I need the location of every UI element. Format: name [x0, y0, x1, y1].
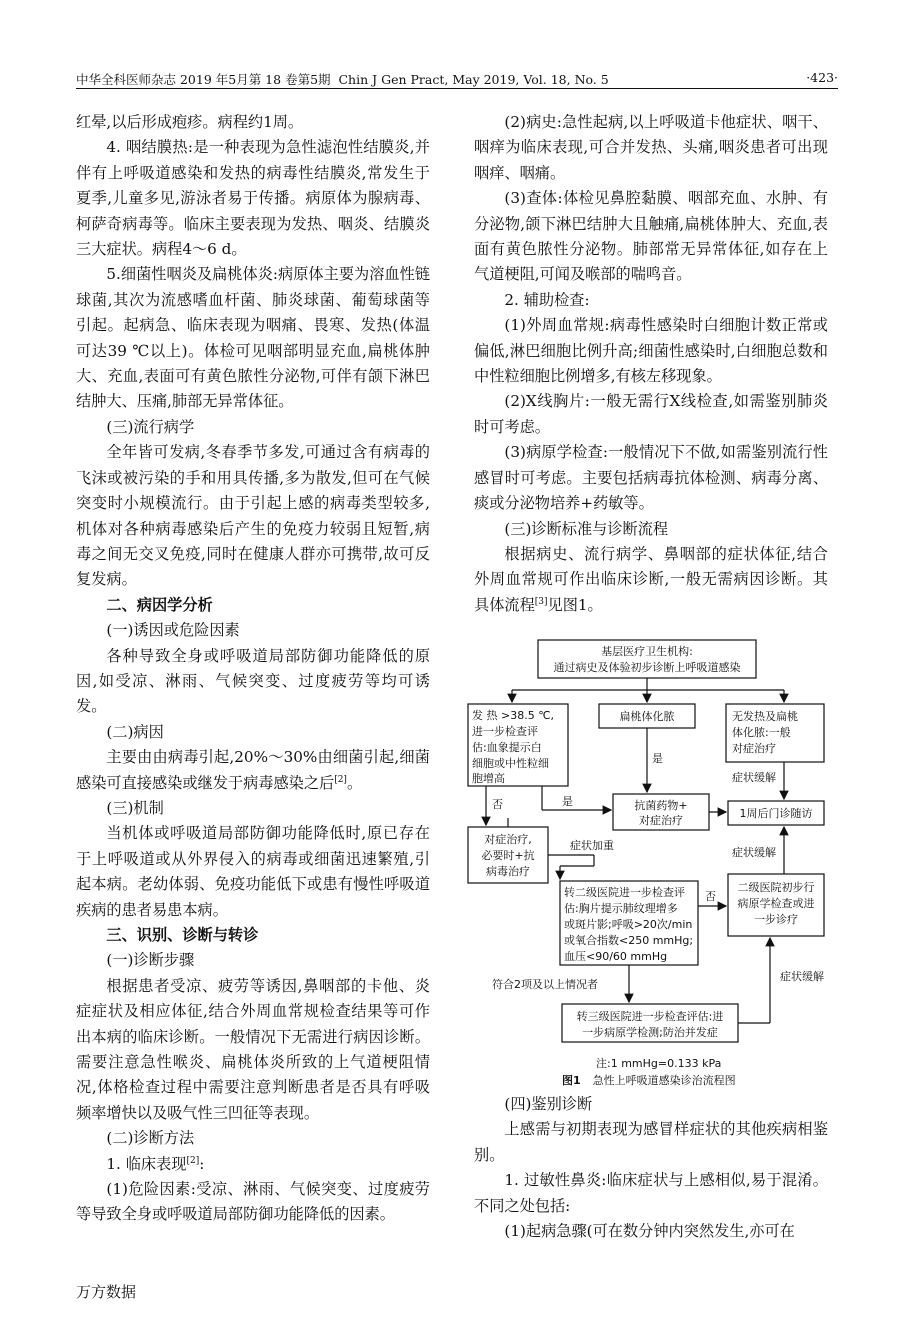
box-text: 或斑片影;呼吸>20次/min	[564, 918, 693, 931]
paragraph: (1)起病急骤(可在数分钟内突然发生,亦可在	[504, 1222, 795, 1241]
paragraph: (2)病史:急性起病,以上呼吸道卡他症状、咽干、咽痒为临床表现,可合并发热、头痛,咽炎患者可出现咽痒、咽痛。	[474, 113, 828, 182]
subheading-cause: (二)病因	[106, 722, 164, 741]
label-yes: 是	[562, 795, 573, 808]
box-text: 细胞或中性粒细	[472, 757, 549, 770]
label-relief: 症状缓解	[732, 771, 776, 784]
citation-ref: [2]	[186, 1155, 200, 1166]
right-column-lower	[474, 1092, 828, 1244]
paragraph-end: 。	[346, 773, 363, 792]
paragraph: 上感需与初期表现为感冒样症状的其他疾病相鉴别。	[474, 1120, 828, 1164]
left-column	[76, 110, 430, 1228]
box-text: 对症治疗	[639, 814, 683, 827]
label-no: 否	[705, 890, 716, 903]
label-yes: 是	[652, 752, 663, 765]
box-text: 一步诊疗	[754, 913, 798, 926]
box-text: 转三级医院进一步检查评估:进	[576, 1010, 724, 1023]
paragraph-end: :	[199, 1154, 205, 1173]
paragraph: 5.细菌性咽炎及扁桃体炎:病原体主要为溶血性链球菌,其次为流感嗜血杆菌、肺炎球菌、葡萄球菌等引起。起病急、临床表现为咽痛、畏寒、发热(体温可达39 ℃以上)。体检可见咽部明显充血,扁桃体肿大、充血,表面可有黄色脓性分泌物,可伴有颌下淋巴结肿大、压痛,肺部无异常体征。	[76, 265, 430, 411]
header-rule	[76, 88, 838, 89]
subheading-steps: (一)诊断步骤	[106, 951, 195, 970]
figure-note: 注:1 mmHg=0.133 kPa	[596, 1057, 722, 1070]
figure-title: 急性上呼吸道感染诊治流程图	[592, 1074, 736, 1087]
label-worse: 症状加重	[570, 839, 614, 852]
box-text: 必要时+抗	[481, 849, 535, 862]
box-text: 病原学检查或进	[737, 897, 815, 910]
paragraph: (1)外周血常规:病毒性感染时白细胞计数正常或偏低,淋巴细胞比例升高;细菌性感染时,白细胞总数和中性粒细胞比例增多,有核左移现象。	[474, 316, 828, 386]
box-text: 进一步检查评	[472, 725, 538, 738]
paragraph-text: 根据病史、流行病学、鼻咽部的症状体征,结合外周血常规可作出临床诊断,一般无需病因诊断。其具体流程	[474, 544, 828, 614]
flowchart-figure	[462, 634, 842, 1084]
section-heading-diagnosis: 三、识别、诊断与转诊	[106, 926, 259, 944]
label-relief: 症状缓解	[780, 970, 824, 983]
label-two-or-more: 符合2项及以上情况者	[492, 978, 598, 991]
paragraph	[76, 1152, 430, 1177]
box-text: 发 热 >38.5 ℃,	[472, 709, 555, 722]
paragraph: 红晕,以后形成疱疹。病程约1周。	[76, 113, 304, 131]
box-text: 体化脓:一般	[732, 726, 791, 739]
box-text: 1周后门诊随访	[739, 807, 813, 820]
paragraph: 全年皆可发病,冬春季节多发,可通过含有病毒的飞沫或被污染的手和用具传播,多为散发,但可在气候突变时小规模流行。由于引起上感的病毒类型较多,机体对各种病毒感染后产生的免疫力较弱且短暂,病毒之间无交叉免疫,同时在健康人群亦可携带,故可反复发病。	[76, 443, 430, 589]
box-text: 一步病原学检测;防治并发症	[582, 1026, 718, 1039]
figure-number: 图1	[562, 1074, 581, 1087]
box-text: 二级医院初步行	[737, 881, 815, 894]
box-text: 对症治疗,	[484, 833, 532, 846]
box-text: 无发热及扁桃	[732, 710, 798, 723]
subheading-mechanism: (三)机制	[106, 798, 164, 817]
subheading-epidemiology: (三)流行病学	[106, 417, 195, 436]
box-text: 转二级医院进一步检查评	[564, 886, 685, 899]
box-text: 胞增高	[472, 772, 505, 785]
footer-watermark: 万方数据	[76, 1283, 137, 1301]
citation-ref: [3]	[534, 596, 548, 607]
paragraph-text: 1. 临床表现	[106, 1154, 187, 1173]
subheading-criteria: (三)诊断标准与诊断流程	[504, 519, 669, 538]
label-relief: 症状缓解	[732, 846, 776, 859]
box-text: 或氧合指数<250 mmHg;	[564, 934, 694, 947]
subheading-methods: (二)诊断方法	[106, 1129, 195, 1148]
paragraph: (3)病原学检查:一般情况下不做,如需鉴别流行性感冒时可考虑。主要包括病毒抗体检测、病毒分离、痰或分泌物培养+药敏等。	[474, 443, 828, 513]
box-text: 估:血象提示白	[472, 741, 542, 754]
section-heading-etiology: 二、病因学分析	[106, 595, 213, 614]
label-no: 否	[492, 798, 503, 811]
box-text: 对症治疗	[732, 742, 776, 755]
box-text: 估:胸片提示肺纹理增多	[564, 902, 678, 915]
flowchart	[462, 634, 842, 1054]
box-text: 血压<90/60 mmHg	[564, 950, 668, 963]
journal-citation	[76, 70, 609, 88]
journal-name-cn: 中华全科医师杂志 2019 年5月第 18 卷第5期	[76, 72, 331, 87]
box-text: 基层医疗卫生机构:	[601, 645, 693, 658]
paragraph: 根据患者受凉、疲劳等诱因,鼻咽部的卡他、炎症症状及相应体征,结合外周血常规检查结果等可作出本病的临床诊断。一般情况下无需进行病因诊断。需要注意急性喉炎、扁桃体炎所致的上气道梗阻情况,体格检查过程中需要注意判断患者是否具有呼吸频率增快以及吸气性三凹征等表现。	[76, 976, 430, 1122]
paragraph-end: 见图1。	[547, 595, 603, 614]
paragraph: (1)危险因素:受凉、淋雨、气候突变、过度疲劳等导致全身或呼吸道局部防御功能降低的因素。	[76, 1180, 430, 1224]
citation-ref: [2]	[334, 774, 347, 785]
paragraph: 4. 咽结膜热:是一种表现为急性滤泡性结膜炎,并伴有上呼吸道感染和发热的病毒性结膜炎,常发生于夏季,儿童多见,游泳者易于传播。病原体为腺病毒、柯萨奇病毒等。临床主要表现为发热、咽炎、结膜炎三大症状。病程4～6 d。	[76, 138, 430, 259]
paragraph: 2. 辅助检查:	[504, 290, 590, 309]
box-text: 扁桃体化脓	[619, 710, 675, 723]
paragraph-text: 主要由由病毒引起,20%～30%由细菌引起,细菌感染可直接感染或继发于病毒感染之后	[76, 748, 430, 792]
box-text: 病毒治疗	[486, 865, 530, 878]
subheading-differential: (四)鉴别诊断	[504, 1095, 593, 1113]
running-header	[76, 66, 838, 86]
right-column	[474, 110, 828, 618]
paragraph	[474, 542, 828, 618]
journal-name-en: Chin J Gen Pract, May 2019, Vol. 18, No. 5	[338, 72, 609, 87]
paragraph: 当机体或呼吸道局部防御功能降低时,原已存在于上呼吸道或从外界侵入的病毒或细菌迅速繁殖,引起本病。老幼体弱、免疫功能低下或患有慢性呼吸道疾病的患者易患本病。	[76, 824, 430, 919]
figure-caption	[562, 1072, 736, 1088]
paragraph: 各种导致全身或呼吸道局部防御功能降低的原因,如受凉、淋雨、气候突变、过度疲劳等均可诱发。	[76, 646, 430, 716]
paragraph: (3)查体:体检见鼻腔黏膜、咽部充血、水肿、有分泌物,颌下淋巴结肿大且触痛,扁桃体肿大、充血,表面有黄色脓性分泌物。肺部常无异常体征,如存在上气道梗阻,可闻及喉部的喘鸣音。	[474, 189, 828, 284]
box-text: 通过病史及体验初步诊断上呼吸道感染	[553, 661, 741, 674]
paragraph	[76, 745, 430, 796]
paragraph: (2)X线胸片:一般无需行X线检查,如需鉴别肺炎时可考虑。	[474, 392, 828, 436]
subheading-risk-factors: (一)诱因或危险因素	[106, 621, 240, 640]
box-text: 抗菌药物+	[634, 799, 688, 812]
page-number: ·423·	[806, 70, 838, 85]
paragraph: 1. 过敏性鼻炎:临床症状与上感相似,易于混淆。不同之处包括:	[474, 1171, 828, 1215]
